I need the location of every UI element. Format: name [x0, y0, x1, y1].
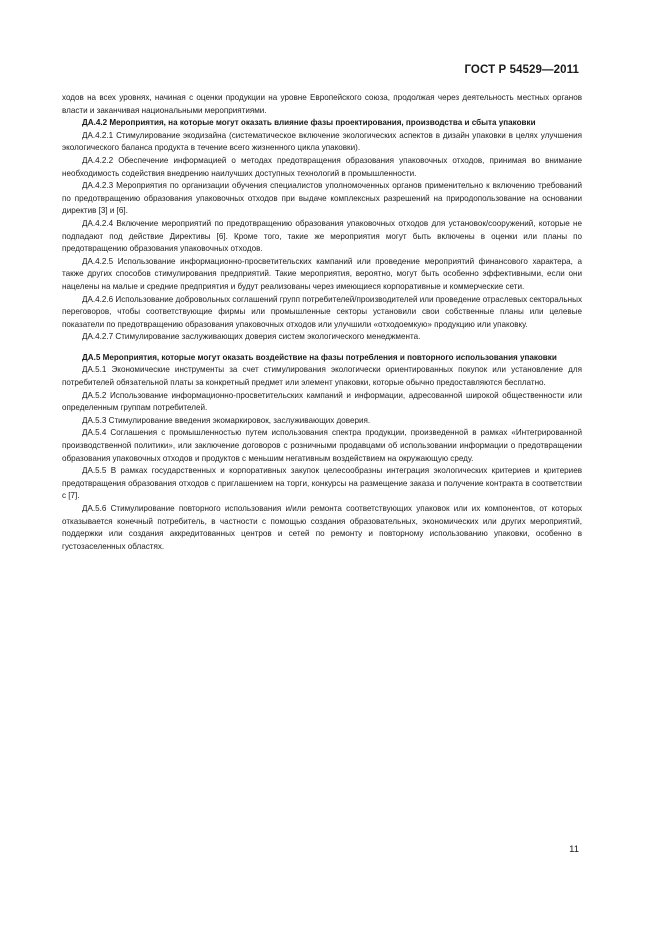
paragraph-da-5-3: ДА.5.3 Стимулирование введения экомаркировок, заслуживающих доверия. [82, 415, 371, 425]
section-heading-da-5: ДА.5 Мероприятия, которые могут оказать воздействие на фазы потребления и повторного использования упаковки [82, 352, 557, 362]
paragraph-da-4-2-5: ДА.4.2.5 Использование информационно-просветительских кампаний или проведение мероприятий финансового характера, а также других способов стимулирования предприятий. Такие мероприятия, вероятно, могут быть особенно эффективными, если они нацелены на малые и средние предприятия и будут реализованы через имеющиеся корпоративные и коммерческие сети. [62, 256, 582, 291]
paragraph-continuation: ходов на всех уровнях, начиная с оценки продукции на уровне Европейского союза, продолжая через деятельность местных органов власти и заканчивая национальными мероприятиями. [62, 93, 582, 115]
document-standard-id: ГОСТ Р 54529—2011 [464, 64, 579, 76]
paragraph-da-4-2-6: ДА.4.2.6 Использование добровольных соглашений групп потребителей/производителей или проведение отраслевых секторальных переговоров, чтобы соответствующие фирмы или промышленные секторы установили свои собственные планы или целевые показатели по предотвращению образования упаковочных отходов или улучшили «отходоемкую» продукцию или упаковку. [62, 294, 582, 329]
section-heading-da-4-2: ДА.4.2 Мероприятия, на которые могут оказать влияние фазы проектирования, производства и сбыта упаковки [82, 118, 536, 128]
paragraph-da-4-2-1: ДА.4.2.1 Стимулирование экодизайна (систематическое включение экологических аспектов в дизайн упаковки в целях улучшения экологического баланса продукта в течение всего жизненного цикла упаковки). [62, 130, 582, 153]
paragraph-da-5-4: ДА.5.4 Соглашения с промышленностью путем использования спектра продукции, произведенной в рамках «Интегрированной производственной политики», или заключение договоров с розничными продавцами об использовании информации о предотвращении образования упаковочных отходов и продуктов с меньшим негативным воздействием на окружающую среду. [62, 428, 582, 463]
paragraph-da-5-5: ДА.5.5 В рамках государственных и корпоративных закупок целесообразны интеграция экологических критериев и критериев предотвращения образования отходов с приглашением на торги, конкурсы на размещение заказа и получение контракта в соответствии с [7]. [62, 466, 582, 501]
paragraph-da-4-2-3: ДА.4.2.3 Мероприятия по организации обучения специалистов уполномоченных органов применительно к включению требований по предотвращению образования упаковочных отходов при выдаче комплексных разрешений на природопользование на основании директив [3] и [6]. [62, 181, 582, 216]
paragraph-da-5-2: ДА.5.2 Использование информационно-просветительских кампаний и информации, адресованной широкой общественности или определенным группам потребителей. [62, 390, 582, 413]
paragraph-da-4-2-4: ДА.4.2.4 Включение мероприятий по предотвращению образования упаковочных отходов для установок/сооружений, которые не подпадают под действие Директивы [6]. Кроме того, такие же мероприятия могут быть включены в оценки или планы по предотвращению образования упаковочных отходов. [62, 218, 582, 254]
paragraph-da-4-2-7: ДА.4.2.7 Стимулирование заслуживающих доверия систем экологического менеджмента. [82, 332, 421, 342]
page-number: 11 [569, 844, 579, 855]
paragraph-da-4-2-2: ДА.4.2.2 Обеспечение информацией о методах предотвращения образования упаковочных отходов, принимая во внимание необходимость содействия внедрению наилучших доступных технологий в промышленности. [62, 155, 582, 178]
paragraph-da-5-6: ДА.5.6 Стимулирование повторного использования и/или ремонта соответствующих упаковок или их компонентов, от которых отказывается конечный потребитель, в частности с помощью создания образовательных, экономических или других мероприятий, поддержки или создания аккредитованных центров и сетей по ремонту и повторному использованию упаковки, особенно в густозаселенных областях. [62, 504, 582, 551]
document-body [62, 92, 582, 553]
paragraph-da-5-1: ДА.5.1 Экономические инструменты за счет стимулирования экологически ориентированных покупок или установление для потребителей обязательной платы за конкретный предмет или элемент упаковки, которые обычно предоставляются бесплатно. [62, 365, 582, 388]
